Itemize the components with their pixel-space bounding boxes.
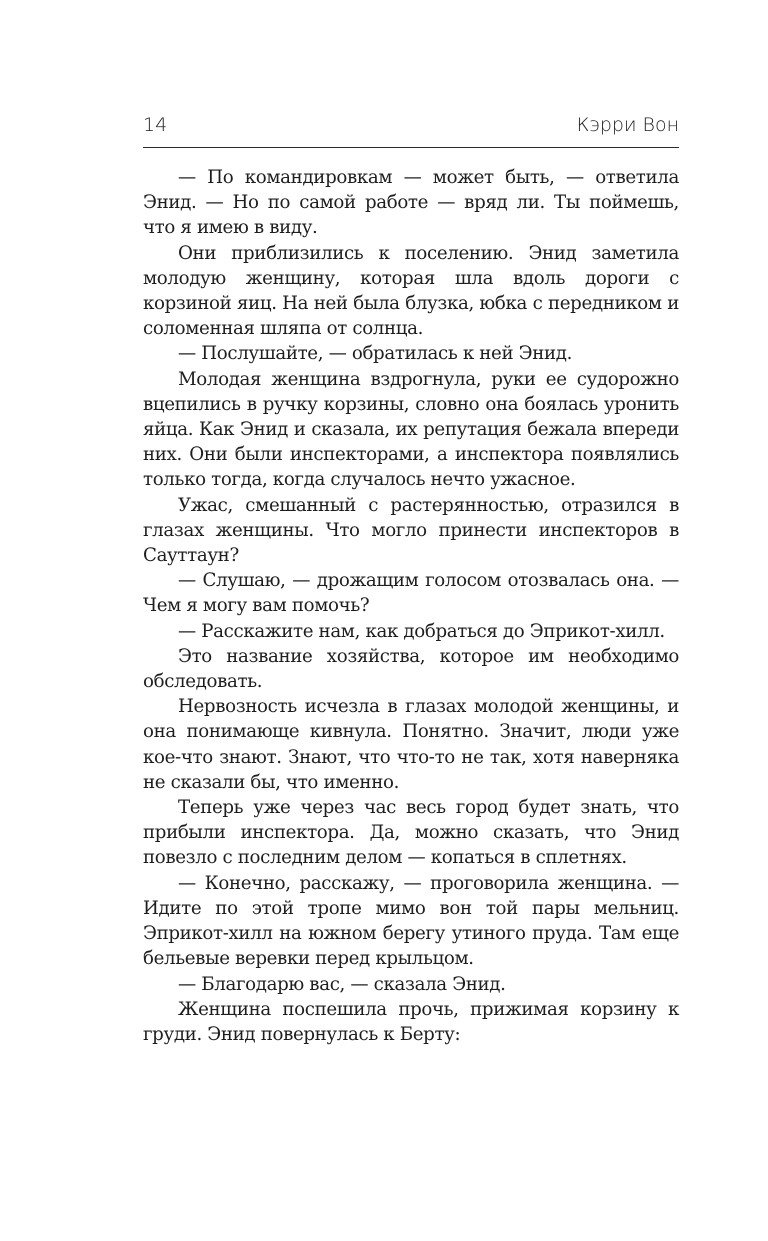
paragraph: — Благодарю вас, — сказала Энид. [178,973,506,995]
paragraph: — Слушаю, — дрожащим голосом отозвалась она. — Чем я могу вам помочь? [143,570,679,617]
paragraph: — Конечно, расскажу, — проговорила женщина. — Идите по этой тропе мимо вон той пары мельниц. Эприкот-хилл на южном берегу утиного пруда. Там еще бельевые веревки перед крыльцом. [143,872,679,970]
paragraph: — По командировкам — может быть, — ответила Энид. — Но по самой работе — вряд ли. Ты поймешь, что я имею в виду. [143,167,679,239]
page-number: 14 [143,114,168,136]
paragraph: Ужас, смешанный с растерянностью, отразился в глазах женщины. Что могло принести инспекторов в Сауттаун? [143,494,679,567]
paragraph: Нервозность исчезла в глазах молодой женщины, и она понимающе кивнула. Понятно. Значит, люди уже кое-что знают. Знают, что что-то не так, хотя наверняка не сказали бы, что именно. [143,696,679,793]
running-title: Кэрри Вон [576,114,679,136]
body-text [143,165,679,1047]
page-header [143,114,679,144]
paragraph: Они приблизились к поселению. Энид заметила молодую женщину, которая шла вдоль дороги с корзиной яиц. На ней была блузка, юбка с передником и соломенная шляпа от солнца. [143,242,679,340]
header-divider [143,147,679,148]
paragraph: Женщина поспешила прочь, прижимая корзину к груди. Энид повернулась к Берту: [143,998,679,1045]
paragraph: — Послушайте, — обратилась к ней Энид. [178,343,573,365]
paragraph: Теперь уже через час весь город будет знать, что прибыли инспектора. Да, можно сказать, что Энид повезло с последним делом — копаться в сплетнях. [143,797,679,869]
paragraph: Это название хозяйства, которое им необходимо обследовать. [143,645,679,693]
paragraph: Молодая женщина вздрогнула, руки ее судорожно вцепились в ручку корзины, словно она боялась уронить яйца. Как Энид и сказала, их репутация бежала впереди них. Они были инспекторами, а инспектора появлялись только тогда, когда случалось нечто ужасное. [143,368,679,491]
paragraph: — Расскажите нам, как добраться до Эприкот-хилл. [178,620,665,642]
